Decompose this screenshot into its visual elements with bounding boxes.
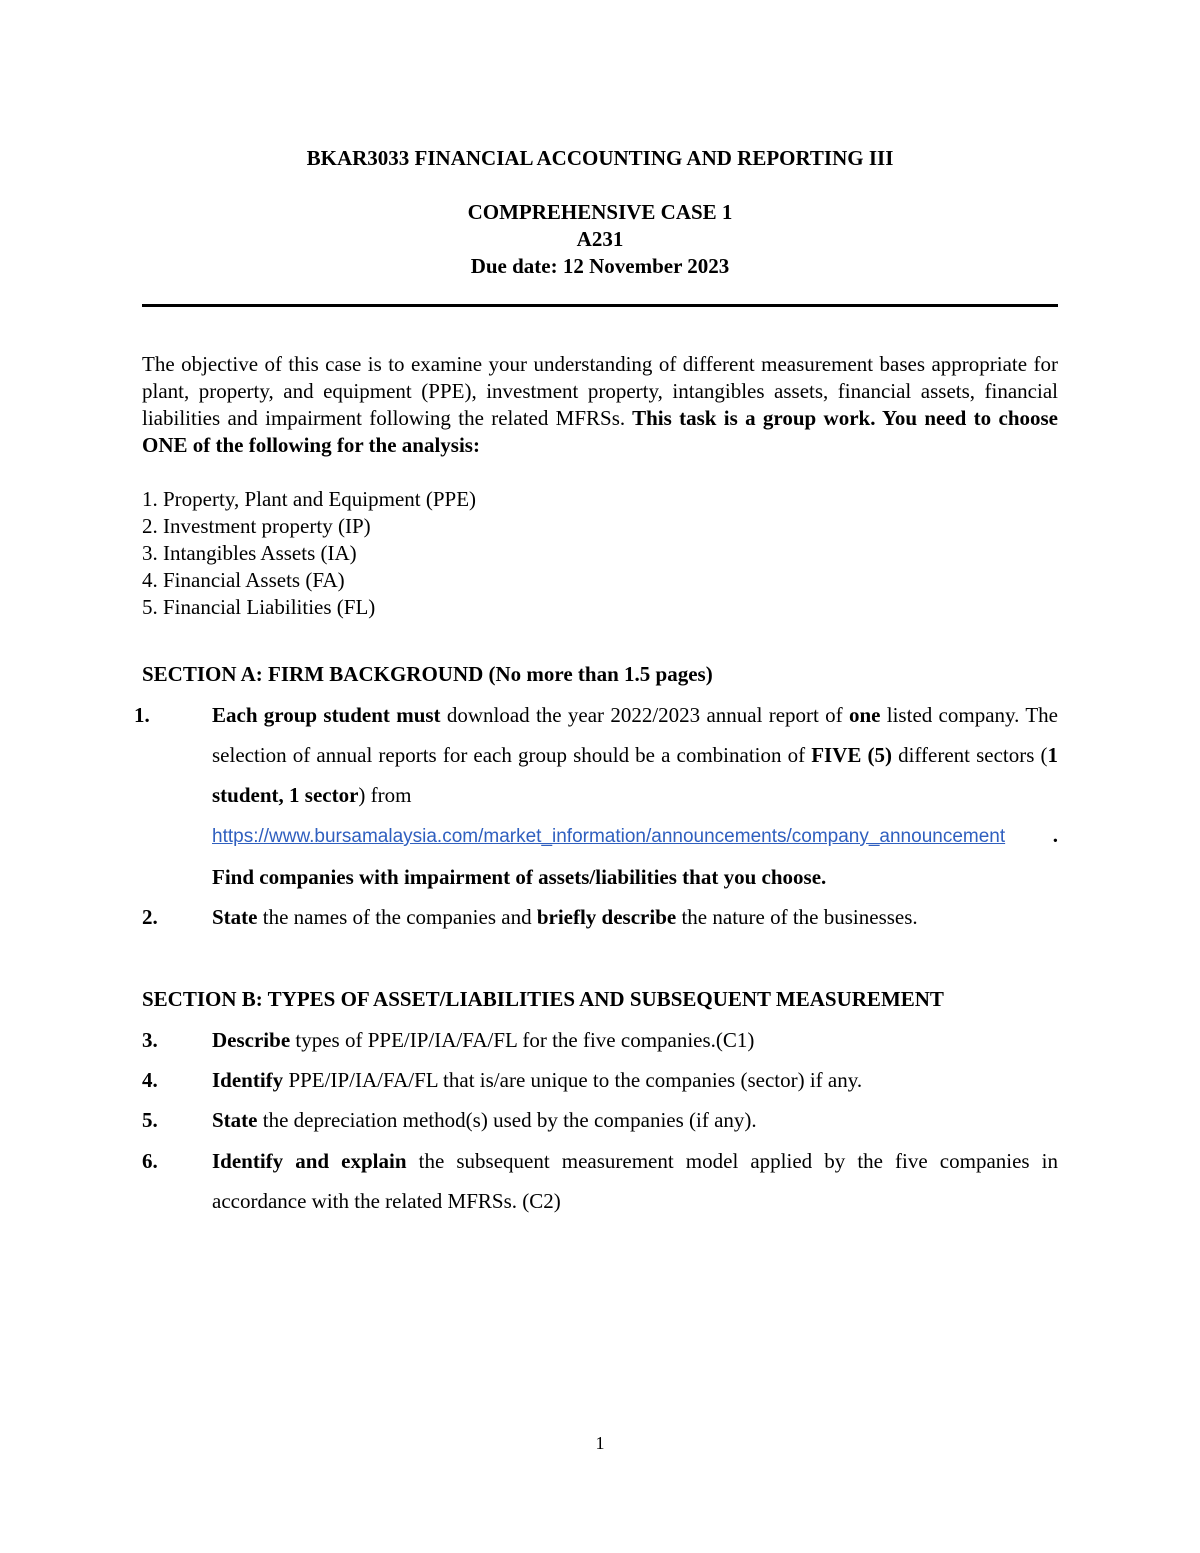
- case-code: A231: [576, 227, 624, 251]
- due-date: Due date: 12 November 2023: [470, 254, 730, 278]
- asset-options-list: [142, 486, 1058, 621]
- question-number: 4.: [142, 1068, 158, 1092]
- option-item: 5. Financial Liabilities (FL): [142, 595, 376, 619]
- section-a-title: SECTION A: FIRM BACKGROUND (No more than 1.5 pages): [142, 662, 713, 686]
- question-body: Identify and explain the subsequent measurement model applied by the five companies in accordance with the related MFRSs. (C2): [212, 1149, 1058, 1213]
- question-number: 5.: [142, 1108, 158, 1132]
- question-body: Identify PPE/IP/IA/FA/FL that is/are unique to the companies (sector) if any.: [212, 1068, 863, 1092]
- question-3: [142, 1020, 1058, 1060]
- page-number: 1: [595, 1433, 605, 1453]
- intro-bold-text: This task is a group work. You need to choose ONE of the following for the analysis:: [142, 406, 1058, 457]
- question-5: [142, 1100, 1058, 1140]
- section-b-title: SECTION B: TYPES OF ASSET/LIABILITIES AND SUBSEQUENT MEASUREMENT: [142, 987, 944, 1011]
- bursa-announcement-link[interactable]: https://www.bursamalaysia.com/market_information/announcements/company_announcement: [212, 826, 1006, 847]
- option-item: 3. Intangibles Assets (IA): [142, 541, 357, 565]
- intro-text: The objective of this case is to examine your understanding of different measurement bases appropriate for plant, property, and equipment (PPE), investment property, intangibles assets, financial assets, financial liabilities and impairment following the related MFRSs.: [142, 352, 1058, 430]
- question-body: Each group student must download the year 2022/2023 annual report of one listed company. The selection of annual reports for each group should be a combination of FIVE (5) different sectors (1 student, 1 sector) from https://www.bursamalaysia.com/market_information/announcements/company_announcement . Find companies with impairment of assets/liabilities that you choose.: [212, 703, 1058, 889]
- question-2: [142, 897, 1058, 937]
- course-title: BKAR3033 FINANCIAL ACCOUNTING AND REPORTING III: [306, 146, 894, 170]
- option-item: 2. Investment property (IP): [142, 514, 371, 538]
- question-body: Describe types of PPE/IP/IA/FA/FL for the five companies.(C1): [212, 1028, 755, 1052]
- case-title: COMPREHENSIVE CASE 1: [467, 200, 733, 224]
- option-item: 1. Property, Plant and Equipment (PPE): [142, 487, 477, 511]
- question-body: State the depreciation method(s) used by the companies (if any).: [212, 1108, 757, 1132]
- question-number: 1.: [134, 703, 150, 727]
- question-body: State the names of the companies and briefly describe the nature of the businesses.: [212, 905, 918, 929]
- question-number: 6.: [142, 1149, 158, 1173]
- question-4: [142, 1060, 1058, 1100]
- header-divider: [142, 304, 1058, 307]
- intro-paragraph: [142, 351, 1058, 459]
- option-item: 4. Financial Assets (FA): [142, 568, 345, 592]
- question-number: 2.: [142, 905, 158, 929]
- question-number: 3.: [142, 1028, 158, 1052]
- question-6: [142, 1141, 1058, 1221]
- question-1: [134, 695, 1058, 897]
